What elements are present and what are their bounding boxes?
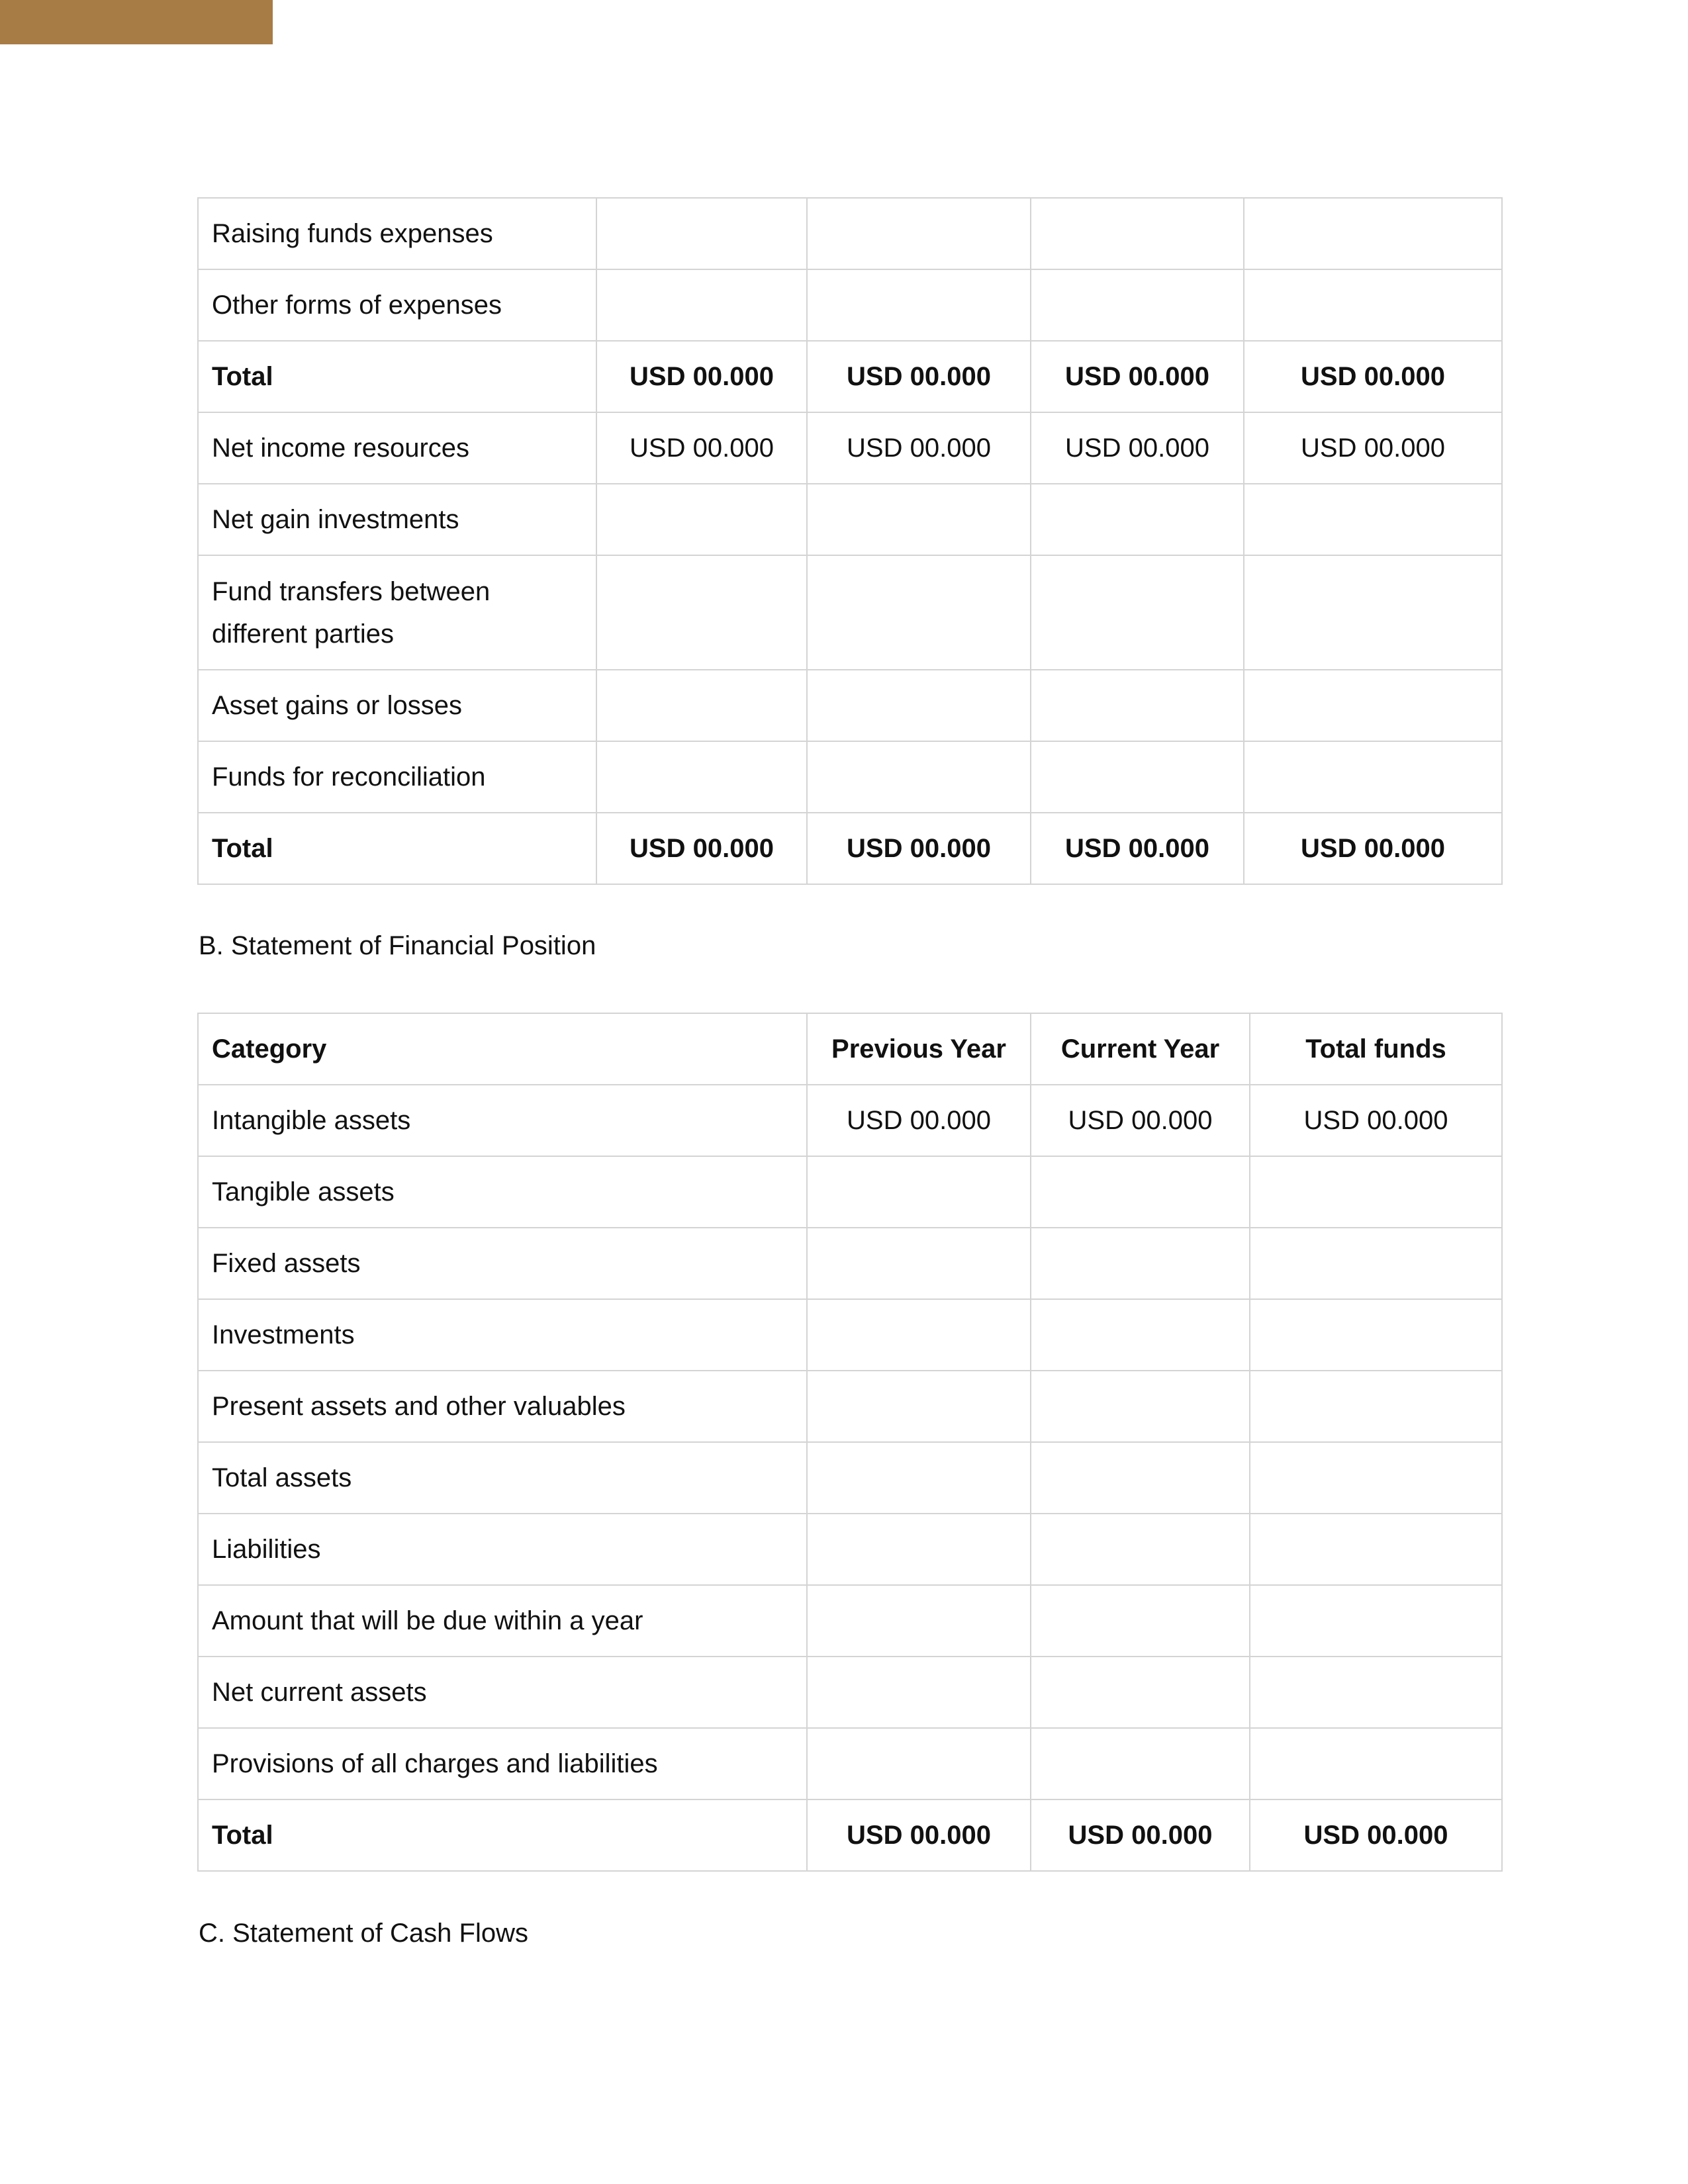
amount-cell: USD 00.000	[1244, 813, 1502, 884]
amount-cell	[596, 198, 807, 269]
table-row	[198, 1228, 1502, 1299]
row-label: Total	[198, 813, 596, 884]
table-row	[198, 1156, 1502, 1228]
table-row	[198, 1585, 1502, 1657]
amount-cell	[807, 269, 1031, 341]
amount-cell	[1031, 555, 1244, 670]
amount-cell: USD 00.000	[807, 1085, 1031, 1156]
amount-cell	[1031, 198, 1244, 269]
amount-cell	[1250, 1442, 1502, 1514]
amount-cell	[1031, 1728, 1250, 1799]
row-label: Intangible assets	[198, 1085, 807, 1156]
amount-cell: USD 00.000	[1244, 412, 1502, 484]
table-row	[198, 1371, 1502, 1442]
amount-cell	[1031, 269, 1244, 341]
amount-cell	[807, 1299, 1031, 1371]
amount-cell: USD 00.000	[1031, 341, 1244, 412]
amount-cell	[807, 198, 1031, 269]
income-expenses-table-body	[198, 198, 1502, 884]
amount-cell	[807, 1156, 1031, 1228]
amount-cell	[1250, 1156, 1502, 1228]
amount-cell: USD 00.000	[1244, 341, 1502, 412]
table-row	[198, 741, 1502, 813]
table-row	[198, 341, 1502, 412]
amount-cell	[807, 1728, 1031, 1799]
amount-cell	[1250, 1657, 1502, 1728]
row-label: Net current assets	[198, 1657, 807, 1728]
amount-cell	[807, 1371, 1031, 1442]
row-label: Raising funds expenses	[198, 198, 596, 269]
amount-cell	[596, 741, 807, 813]
amount-cell: USD 00.000	[1250, 1085, 1502, 1156]
amount-cell	[1250, 1228, 1502, 1299]
row-label: Other forms of expenses	[198, 269, 596, 341]
row-label: Total assets	[198, 1442, 807, 1514]
amount-cell	[596, 670, 807, 741]
amount-cell	[1031, 484, 1244, 555]
amount-cell	[1031, 1156, 1250, 1228]
table-row	[198, 555, 1502, 670]
row-label: Provisions of all charges and liabilities	[198, 1728, 807, 1799]
row-label: Present assets and other valuables	[198, 1371, 807, 1442]
table-row	[198, 1085, 1502, 1156]
amount-cell	[807, 1585, 1031, 1657]
table-header-row	[198, 1013, 1502, 1085]
amount-cell	[1244, 555, 1502, 670]
row-label: Net income resources	[198, 412, 596, 484]
amount-cell: USD 00.000	[596, 813, 807, 884]
amount-cell	[1250, 1299, 1502, 1371]
row-label: Fund transfers between different parties	[198, 555, 596, 670]
amount-cell: USD 00.000	[596, 412, 807, 484]
amount-cell	[1031, 1585, 1250, 1657]
amount-cell	[1250, 1514, 1502, 1585]
amount-cell	[596, 555, 807, 670]
amount-cell: USD 00.000	[807, 341, 1031, 412]
amount-cell	[807, 741, 1031, 813]
amount-cell	[807, 1514, 1031, 1585]
amount-cell	[807, 1657, 1031, 1728]
section-c-heading: C. Statement of Cash Flows	[199, 1919, 528, 1948]
row-label: Asset gains or losses	[198, 670, 596, 741]
table-row	[198, 484, 1502, 555]
row-label: Liabilities	[198, 1514, 807, 1585]
amount-cell	[1244, 198, 1502, 269]
amount-cell: USD 00.000	[1031, 1085, 1250, 1156]
amount-cell: USD 00.000	[1031, 813, 1244, 884]
amount-cell	[1031, 1657, 1250, 1728]
amount-cell	[807, 555, 1031, 670]
row-label: Funds for reconciliation	[198, 741, 596, 813]
amount-cell	[1031, 741, 1244, 813]
amount-cell	[1031, 670, 1244, 741]
amount-cell: USD 00.000	[807, 813, 1031, 884]
table-row	[198, 1442, 1502, 1514]
header-accent-bar	[0, 0, 273, 44]
financial-position-table-body	[198, 1013, 1502, 1871]
amount-cell	[596, 269, 807, 341]
amount-cell: USD 00.000	[596, 341, 807, 412]
amount-cell	[1031, 1514, 1250, 1585]
amount-cell: USD 00.000	[1250, 1799, 1502, 1871]
amount-cell	[807, 1228, 1031, 1299]
amount-cell: USD 00.000	[807, 412, 1031, 484]
amount-cell	[1244, 741, 1502, 813]
amount-cell	[807, 1442, 1031, 1514]
table-row	[198, 670, 1502, 741]
amount-cell: USD 00.000	[1031, 1799, 1250, 1871]
amount-cell	[1244, 484, 1502, 555]
table-row	[198, 1657, 1502, 1728]
column-header: Previous Year	[807, 1013, 1031, 1085]
amount-cell: USD 00.000	[1031, 412, 1244, 484]
amount-cell	[1244, 269, 1502, 341]
table-row	[198, 1799, 1502, 1871]
table-row	[198, 1728, 1502, 1799]
amount-cell	[1250, 1371, 1502, 1442]
table-row	[198, 269, 1502, 341]
table-row	[198, 813, 1502, 884]
amount-cell	[807, 670, 1031, 741]
table-row	[198, 1514, 1502, 1585]
amount-cell	[807, 484, 1031, 555]
column-header: Current Year	[1031, 1013, 1250, 1085]
row-label: Amount that will be due within a year	[198, 1585, 807, 1657]
financial-position-table	[197, 1013, 1503, 1872]
column-header: Category	[198, 1013, 807, 1085]
amount-cell	[596, 484, 807, 555]
table-row	[198, 198, 1502, 269]
amount-cell	[1250, 1728, 1502, 1799]
row-label: Net gain investments	[198, 484, 596, 555]
amount-cell	[1244, 670, 1502, 741]
row-label: Investments	[198, 1299, 807, 1371]
amount-cell	[1250, 1585, 1502, 1657]
section-b-heading: B. Statement of Financial Position	[199, 931, 596, 960]
row-label: Fixed assets	[198, 1228, 807, 1299]
amount-cell	[1031, 1442, 1250, 1514]
table-row	[198, 412, 1502, 484]
row-label: Total	[198, 1799, 807, 1871]
amount-cell	[1031, 1371, 1250, 1442]
amount-cell	[1031, 1299, 1250, 1371]
column-header: Total funds	[1250, 1013, 1502, 1085]
row-label: Total	[198, 341, 596, 412]
amount-cell: USD 00.000	[807, 1799, 1031, 1871]
income-expenses-table	[197, 197, 1503, 885]
table-row	[198, 1299, 1502, 1371]
row-label: Tangible assets	[198, 1156, 807, 1228]
amount-cell	[1031, 1228, 1250, 1299]
